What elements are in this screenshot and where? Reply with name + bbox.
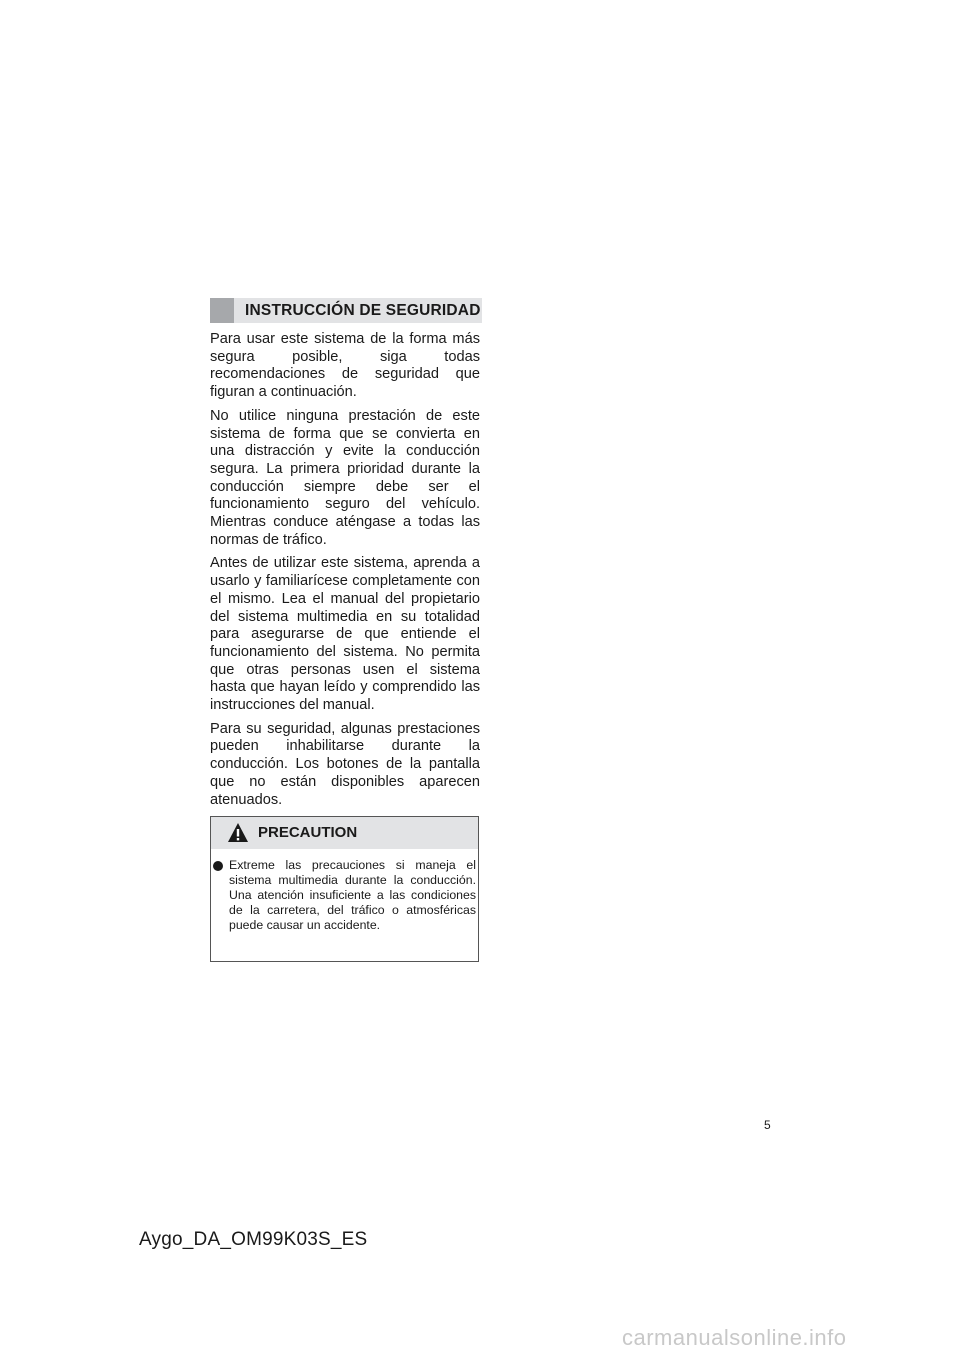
document-id: Aygo_DA_OM99K03S_ES (139, 1229, 368, 1250)
paragraph: Para su seguridad, algunas prestaciones pueden inhabilitarse durante la conducción. Los botones de la pantalla que no están disponibles aparecen atenuados. (210, 720, 480, 808)
paragraph: No utilice ninguna prestación de este sistema de forma que se convierta en una distracción y evite la conducción segura. La primera prioridad durante la conducción siempre debe ser el funcionamiento seguro del vehículo. Mientras conduce aténgase a todas las normas de tráfico. (210, 407, 480, 548)
body-text (210, 331, 480, 815)
watermark: carmanualsonline.info (622, 1325, 847, 1350)
caution-text: Extreme las precauciones si maneja el sistema multimedia durante la conducción. Una atención insuficiente a las condiciones de la carretera, del tráfico o atmosféricas puede causar un accidente. (229, 858, 476, 932)
paragraph: Antes de utilizar este sistema, aprenda a usarlo y familiarícese completamente con el mismo. Lea el manual del propietario del sistema multimedia en su totalidad para asegurarse de que entiende el funcionamiento del sistema. No permita que otras personas usen el sistema hasta que hayan leído y comprendido las instrucciones del manual. (210, 555, 480, 714)
warning-triangle-icon (227, 822, 249, 844)
section-title: INSTRUCCIÓN DE SEGURIDAD (245, 302, 481, 319)
page-number: 5 (764, 1118, 771, 1132)
section-marker (210, 298, 234, 323)
caution-title: PRECAUTION (258, 824, 358, 841)
caution-header (211, 817, 478, 849)
section-header (210, 298, 482, 323)
bullet-icon (213, 861, 223, 871)
caution-item (213, 858, 476, 933)
paragraph: Para usar este sistema de la forma más segura posible, siga todas recomendaciones de seguridad que figuran a continuación. (210, 331, 480, 401)
caution-box (210, 816, 479, 962)
